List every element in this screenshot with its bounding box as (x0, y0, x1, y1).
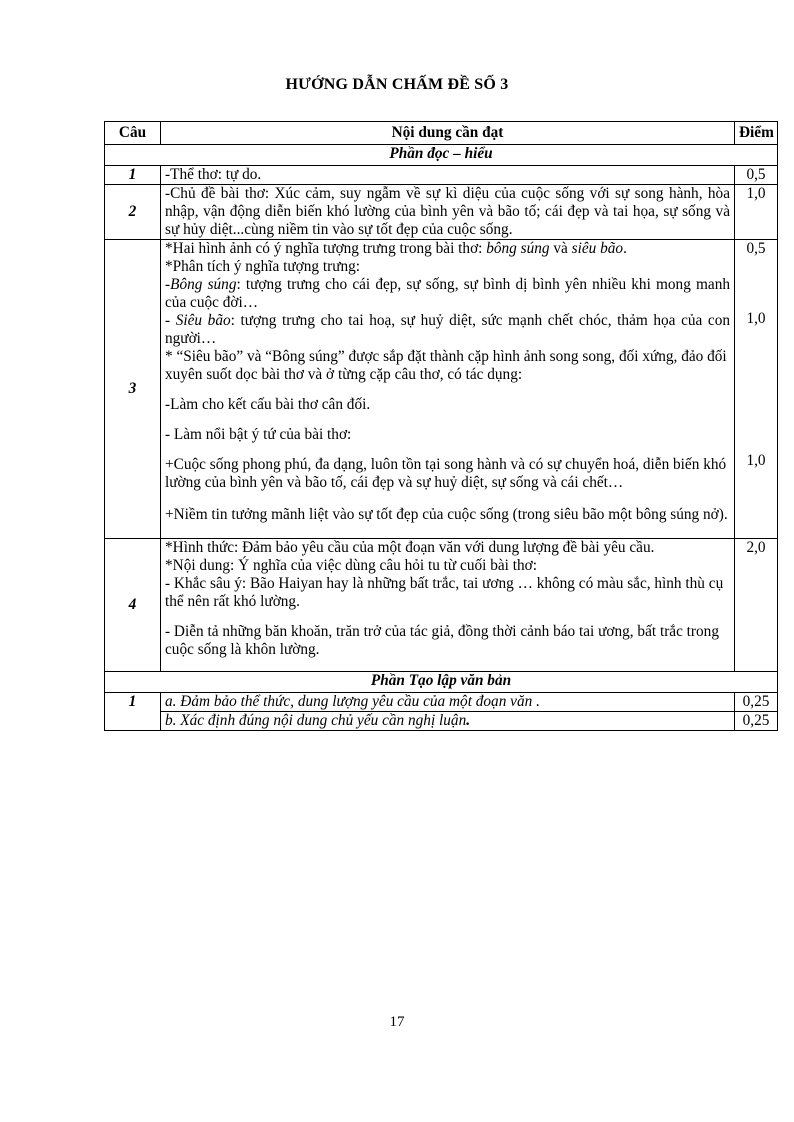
table-row (105, 693, 778, 712)
answer-content: b. Xác định đúng nội dung chủ yếu cần nghị luận. (161, 712, 735, 731)
table-row (105, 539, 778, 672)
answer-paragraph: - Khắc sâu ý: Bão Haiyan hay là những bất trắc, tai ương … không có màu sắc, hình thù cụ thể nên rất khó lường. (165, 575, 724, 610)
answer-content: -Chủ đề bài thơ: Xúc cảm, suy ngẫm về sự kì diệu của cuộc sống với sự song hành, hòa nhập, vận động diễn biến khó lường của bình yên và bão tố; cái đẹp và tai họa, sự sống và sự hủy diệt...cùng niềm tin vào sự tốt đẹp của cuộc sống. (161, 185, 735, 240)
answer-content: a. Đảm bảo thể thức, dung lượng yêu cầu của một đoạn văn . (161, 693, 735, 712)
answer-paragraph: *Hình thức: Đảm bảo yêu cầu của một đoạn văn với dung lượng đề bài yêu cầu. (165, 539, 655, 556)
answer-paragraph: *Nội dung: Ý nghĩa của việc dùng câu hỏi tu từ cuối bài thơ: (165, 557, 537, 574)
question-number: 2 (105, 185, 161, 240)
answer-paragraph: +Cuộc sống phong phú, đa dạng, luôn tồn tại song hành và có sự chuyển hoá, diễn biến khó lường của bình yên và bão tố, cái đẹp và sự huỷ diệt, sự sống và cái chết… (165, 456, 727, 491)
answer-paragraph: - Diễn tả những băn khoăn, trăn trở của tác giả, đồng thời cảnh báo tai ương, bất trắc trong cuộc sống là khôn lường. (165, 623, 719, 658)
header-score: Điểm (735, 122, 778, 145)
answer-paragraph: - Siêu bão: tượng trưng cho tai hoạ, sự huỷ diệt, sức mạnh chết chóc, thảm họa của con người… (165, 312, 731, 347)
header-content: Nội dung cần đạt (161, 122, 735, 145)
answer-paragraph: -Bông súng: tượng trưng cho cái đẹp, sự sống, sự bình dị bình yên nhiều khi mong manh của cuộc đời… (165, 276, 730, 311)
answer-content (161, 240, 735, 539)
section-writing (105, 672, 778, 693)
question-number: 1 (105, 693, 161, 731)
score-cell: 0,25 (735, 693, 778, 712)
answer-paragraph: +Niềm tin tưởng mãnh liệt vào sự tốt đẹp của cuộc sống (trong siêu bão một bông súng nở). (165, 506, 728, 523)
answer-content: -Thể thơ: tự do. (161, 166, 735, 185)
score-cell: 0,5 1,0 1,0 (735, 240, 778, 539)
question-number: 3 (105, 240, 161, 539)
grading-table (104, 121, 778, 731)
table-row (105, 166, 778, 185)
question-number: 1 (105, 166, 161, 185)
answer-paragraph: - Làm nổi bật ý tứ của bài thơ: (165, 426, 352, 443)
table-row (105, 185, 778, 240)
score-cell: 0,5 (735, 166, 778, 185)
score-cell: 2,0 (735, 539, 778, 672)
answer-paragraph: *Hai hình ảnh có ý nghĩa tượng trưng trong bài thơ: bông súng và siêu bão. (165, 240, 627, 257)
answer-content (161, 539, 735, 672)
answer-paragraph: * “Siêu bão” và “Bông súng” được sắp đặt thành cặp hình ảnh song song, đối xứng, đảo đối xuyên suốt dọc bài thơ và ở từng cặp câu thơ, có tác dụng: (165, 348, 727, 383)
page-title: HƯỚNG DẪN CHẤM ĐỀ SỐ 3 (285, 76, 509, 93)
section-reading-label: Phần đọc – hiểu (105, 145, 778, 166)
page-number: 17 (389, 1014, 405, 1030)
header-row (105, 122, 778, 145)
score-cell: 0,25 (735, 712, 778, 731)
question-number: 4 (105, 539, 161, 672)
score-cell: 1,0 (735, 185, 778, 240)
table-row (105, 240, 778, 539)
answer-paragraph: *Phân tích ý nghĩa tượng trưng: (165, 258, 361, 275)
table-row (105, 712, 778, 731)
header-question: Câu (105, 122, 161, 145)
section-writing-label: Phần Tạo lập văn bản (105, 672, 778, 693)
answer-paragraph: -Làm cho kết cấu bài thơ cân đối. (165, 396, 371, 413)
section-reading (105, 145, 778, 166)
